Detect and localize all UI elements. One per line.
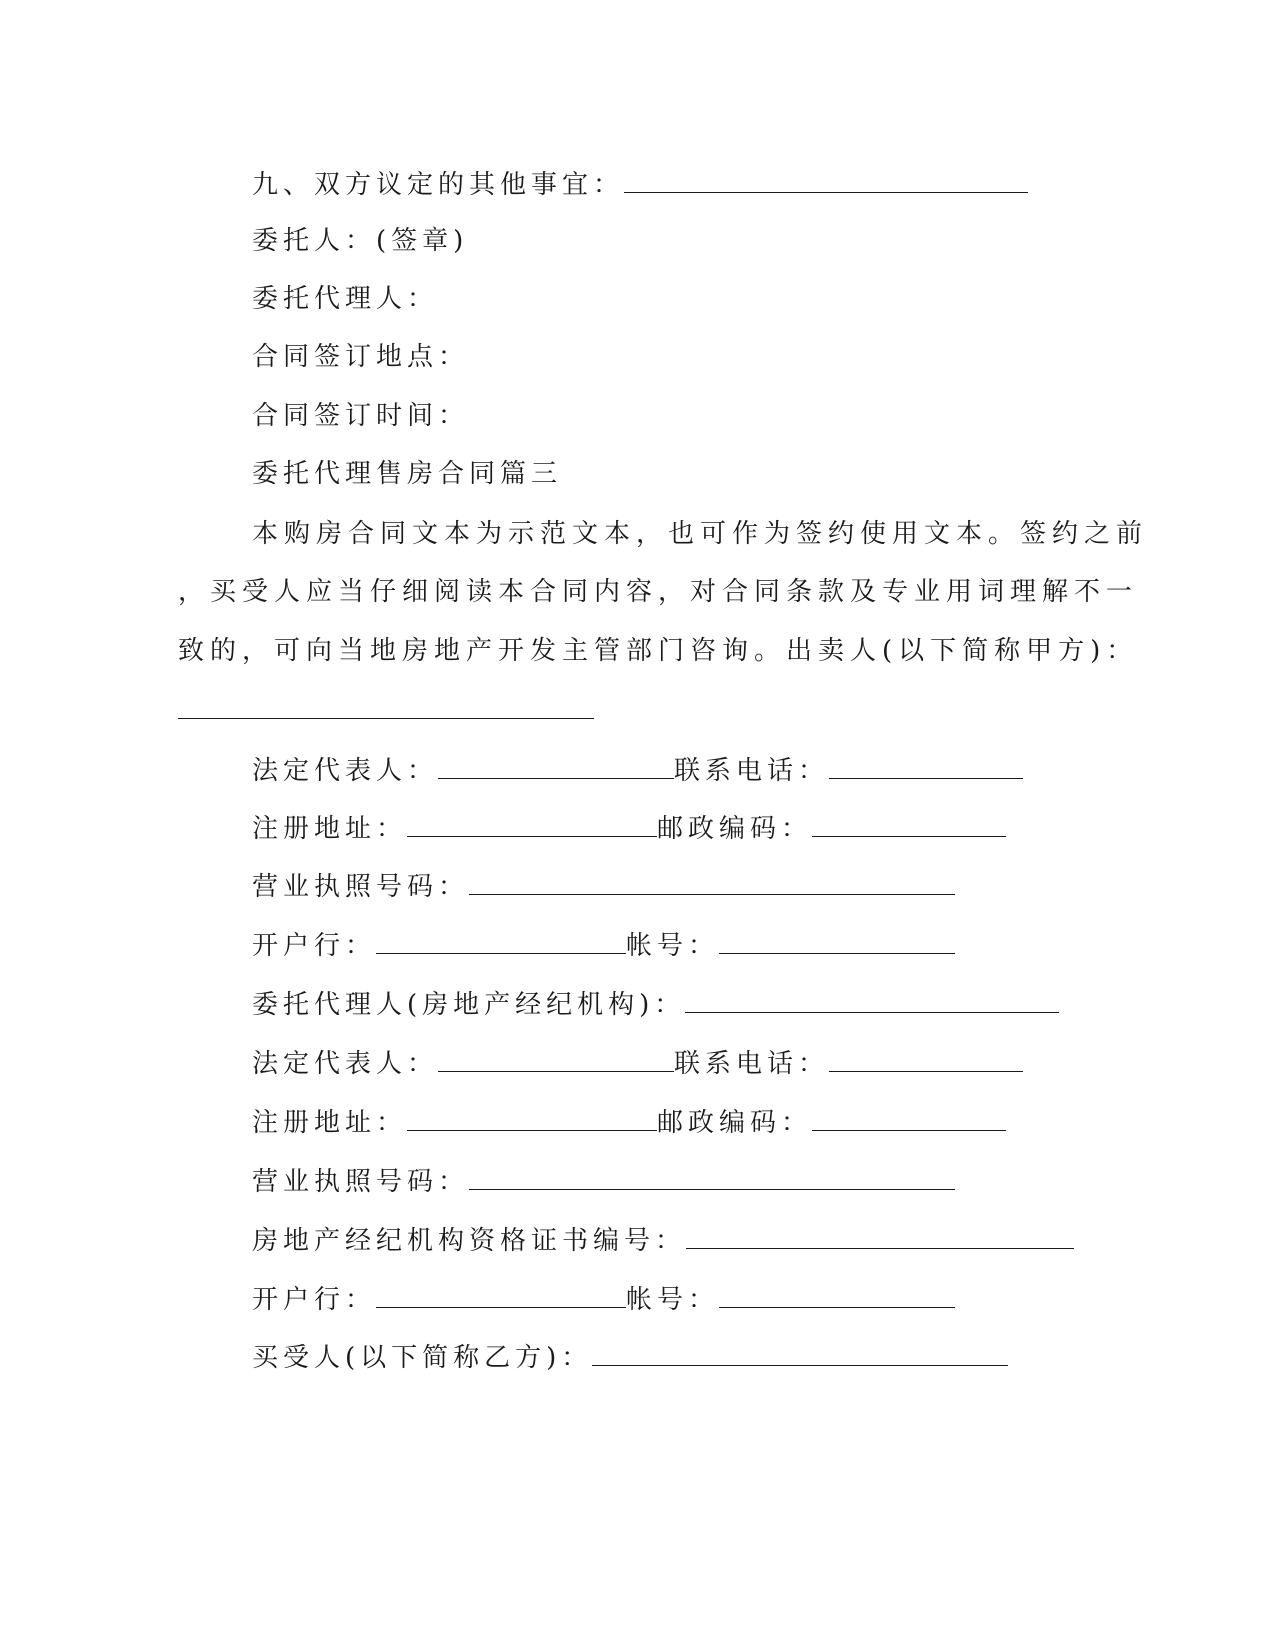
intro-line-1 [252, 514, 1148, 554]
seller-bank-label: 开户行： [252, 931, 377, 961]
place-line [252, 337, 469, 377]
seller-name-line [178, 690, 594, 730]
agency-name-blank[interactable] [685, 984, 1059, 1013]
agent-label: 委托代理人： [252, 284, 439, 314]
seller-address-line [252, 808, 1006, 848]
seller-postcode-blank[interactable] [812, 808, 1006, 837]
place-label: 合同签订地点： [252, 342, 470, 372]
agency-license-label: 营业执照号码： [252, 1167, 470, 1197]
agent-line [252, 279, 438, 319]
agency-legal-rep-blank[interactable] [438, 1043, 674, 1072]
agency-postcode-blank[interactable] [812, 1102, 1006, 1131]
agency-bank-label: 开户行： [252, 1285, 377, 1315]
agency-phone-label: 联系电话： [674, 1049, 830, 1079]
principal-label: 委托人：(签章) [252, 226, 469, 256]
seller-legal-rep-line [252, 750, 1023, 790]
seller-legal-rep-label: 法定代表人： [252, 756, 439, 786]
agency-title-line [252, 984, 1059, 1024]
intro-text-3: 致的，可向当地房地产开发主管部门咨询。出卖人(以下简称甲方)： [178, 636, 1139, 666]
seller-account-blank[interactable] [719, 925, 955, 954]
section-heading [252, 454, 562, 494]
agency-address-label: 注册地址： [252, 1108, 408, 1138]
buyer-line [252, 1337, 1008, 1377]
item9-label: 九、双方议定的其他事宜： [252, 170, 625, 200]
time-line [252, 396, 469, 436]
agency-postcode-label: 邮政编码： [657, 1108, 813, 1138]
agency-account-label: 帐号： [626, 1285, 720, 1315]
item9-blank[interactable] [624, 164, 1028, 193]
seller-license-blank[interactable] [469, 866, 955, 895]
buyer-label: 买受人(以下简称乙方)： [252, 1343, 593, 1373]
intro-text-2: ，买受人应当仔细阅读本合同内容，对合同条款及专业用词理解不一 [178, 577, 1139, 607]
principal-line [252, 221, 468, 261]
seller-bank-blank[interactable] [376, 925, 626, 954]
agency-bank-line [252, 1279, 955, 1319]
agency-cert-line [252, 1220, 1074, 1260]
agency-cert-label: 房地产经纪机构资格证书编号： [252, 1226, 687, 1256]
seller-postcode-label: 邮政编码： [657, 814, 813, 844]
seller-phone-label: 联系电话： [674, 756, 830, 786]
buyer-name-blank[interactable] [592, 1337, 1008, 1366]
time-label: 合同签订时间： [252, 401, 470, 431]
agency-title-label: 委托代理人(房地产经纪机构)： [252, 990, 686, 1020]
item9-line [252, 164, 1028, 204]
agency-license-line [252, 1161, 955, 1201]
seller-address-blank[interactable] [407, 808, 657, 837]
agency-address-line [252, 1102, 1006, 1142]
agency-legal-rep-line [252, 1043, 1023, 1083]
intro-line-2 [178, 572, 1138, 612]
seller-legal-rep-blank[interactable] [438, 750, 674, 779]
seller-license-line [252, 866, 955, 906]
intro-line-3 [178, 631, 1138, 671]
agency-legal-rep-label: 法定代表人： [252, 1049, 439, 1079]
agency-phone-blank[interactable] [829, 1043, 1023, 1072]
seller-phone-blank[interactable] [829, 750, 1023, 779]
seller-license-label: 营业执照号码： [252, 872, 470, 902]
intro-text-1: 本购房合同文本为示范文本，也可作为签约使用文本。签约之前 [252, 519, 1149, 549]
agency-account-blank[interactable] [719, 1279, 955, 1308]
agency-cert-blank[interactable] [686, 1220, 1074, 1249]
seller-name-blank[interactable] [178, 690, 594, 719]
agency-bank-blank[interactable] [376, 1279, 626, 1308]
agency-address-blank[interactable] [407, 1102, 657, 1131]
seller-account-label: 帐号： [626, 931, 720, 961]
seller-address-label: 注册地址： [252, 814, 408, 844]
heading-text: 委托代理售房合同篇三 [252, 459, 563, 489]
seller-bank-line [252, 925, 955, 965]
agency-license-blank[interactable] [469, 1161, 955, 1190]
